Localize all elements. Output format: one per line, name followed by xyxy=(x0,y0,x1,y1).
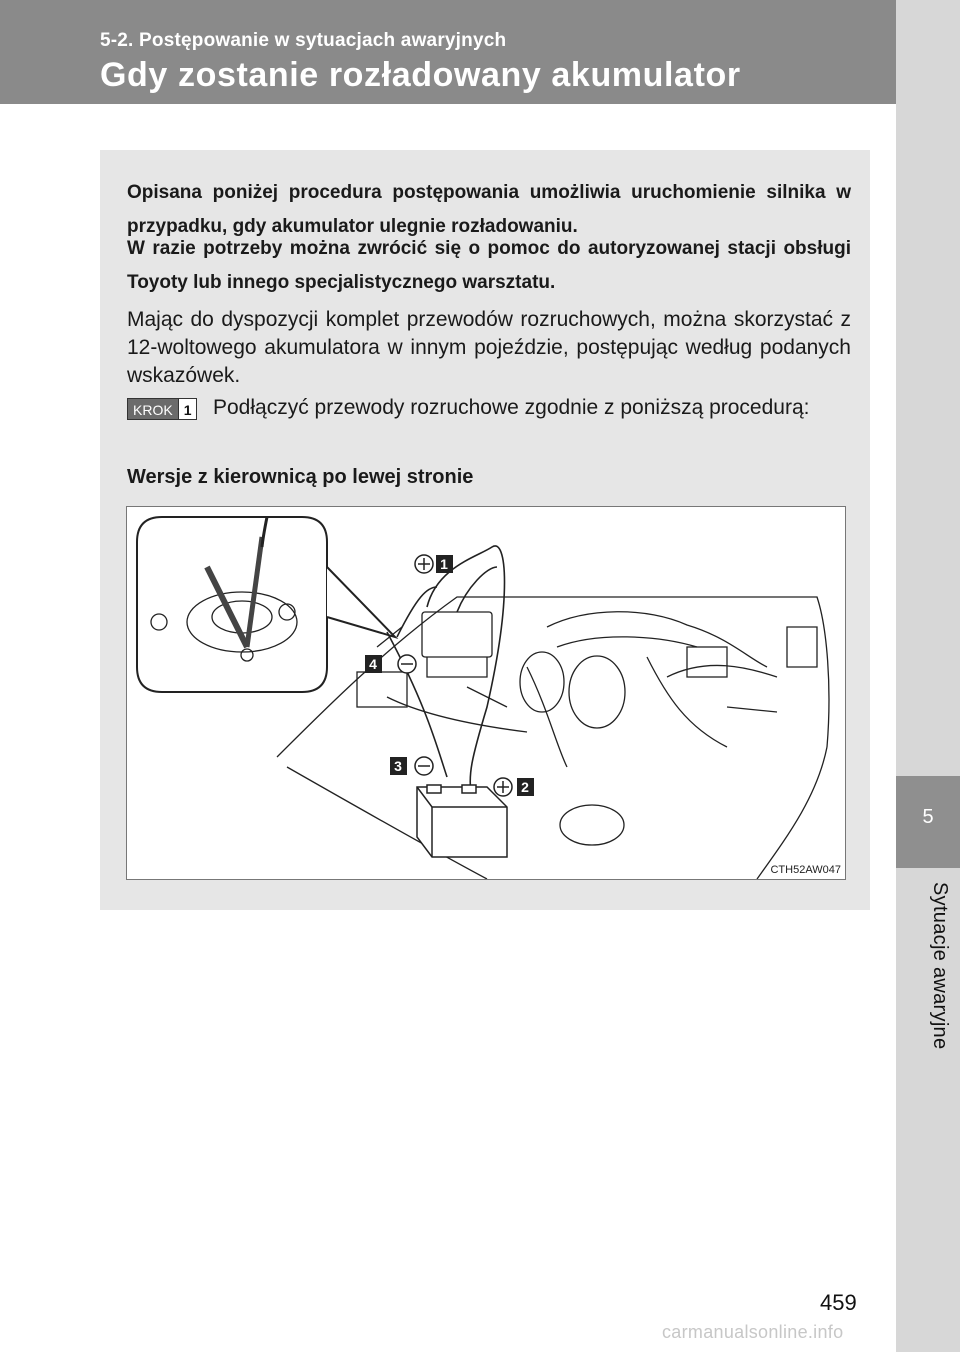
engine-bay-drawing xyxy=(127,507,845,879)
intro-bold-paragraph-2: W razie potrzeby można zwrócić się o pomoc do autoryzowanej stacji obsługi Toyoty lub innego specjalistycznego warsztatu. xyxy=(127,238,851,293)
detail-inset-frame xyxy=(137,517,327,692)
marker-3-label: 3 xyxy=(394,758,402,774)
watermark: carmanualsonline.info xyxy=(662,1322,844,1342)
content-panel xyxy=(100,150,870,910)
jump-start-illustration xyxy=(126,506,846,880)
red-cable-path xyxy=(427,546,505,797)
subheading: Wersje z kierownicą po lewej stronie xyxy=(127,466,474,488)
black-cable-path xyxy=(387,632,447,777)
figure-code: CTH52AW047 xyxy=(770,864,841,876)
marker-4-label: 4 xyxy=(369,656,377,672)
step-1 xyxy=(127,394,851,456)
donor-battery-outline xyxy=(417,787,507,857)
step-badge xyxy=(127,398,197,420)
chapter-side-tab xyxy=(896,0,960,1352)
chapter-number-block xyxy=(896,776,960,868)
page-title: Gdy zostanie rozładowany akumulator xyxy=(100,56,741,94)
car-battery-outline xyxy=(422,612,492,657)
step-badge-word: KROK xyxy=(127,398,179,420)
marker-1-label: 1 xyxy=(440,556,448,572)
step-text: Podłączyć przewody rozruchowe zgodnie z poniższą procedurą: xyxy=(213,396,810,419)
page-number: 459 xyxy=(820,1290,857,1315)
chapter-label: Sytuacje awaryjne xyxy=(929,882,951,1050)
page-header xyxy=(0,0,896,104)
marker-2-label: 2 xyxy=(521,779,529,795)
section-title: 5-2. Postępowanie w sytuacjach awaryjnych xyxy=(100,30,507,51)
hood-latch-outline xyxy=(560,805,624,845)
intro-paragraph: Mając do dyspozycji komplet przewodów rozruchowych, można skorzystać z 12-woltowego akumulatora w innym pojeździe, postępując według podanych wskazówek. xyxy=(127,308,851,387)
step-badge-number: 1 xyxy=(179,398,198,420)
chapter-number: 5 xyxy=(922,806,934,828)
intro-bold-paragraph-1: Opisana poniżej procedura postępowania umożliwia uruchomienie silnika w przypadku, gdy akumulator ulegnie rozładowaniu. xyxy=(127,182,851,237)
